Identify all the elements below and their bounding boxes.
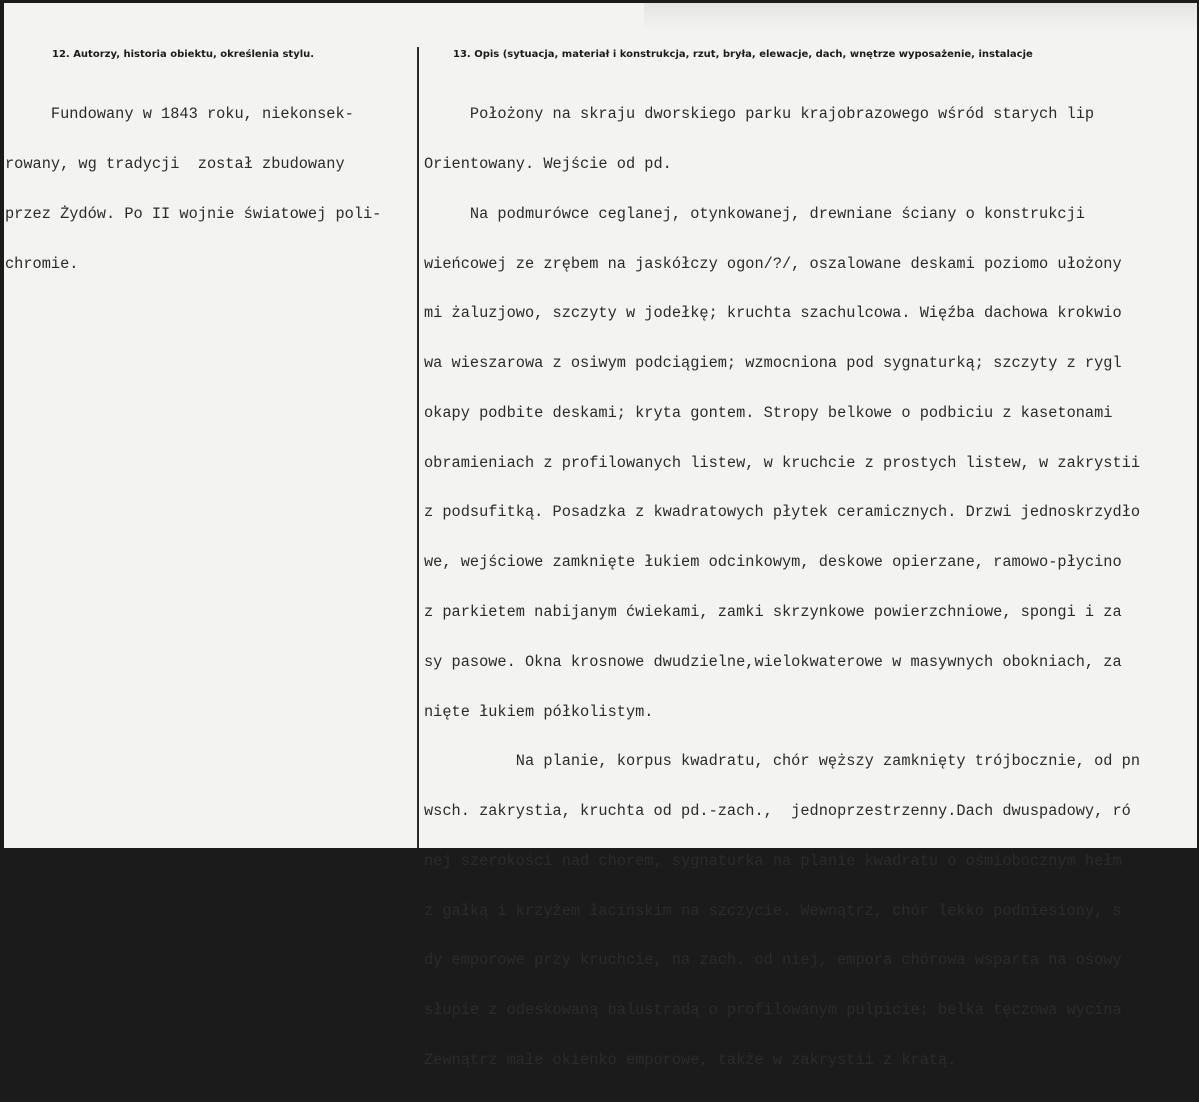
column-divider [417,47,419,848]
section-13-line: okapy podbite deskami; kryta gontem. Stropy belkowe o podbiciu z kasetonami [424,403,1113,422]
section-12-heading: 12. Autorzy, historia obiektu, określenia stylu. [52,49,315,60]
section-13-line: mi żaluzjowo, szczyty w jodełkę; kruchta szachulcowa. Więźba dachowa krokwio [424,304,1122,323]
section-13-line: dy emporowe przy kruchcie, na zach. od niej, empora chórowa wsparta na ośowy [424,951,1122,970]
section-13-line: wieńcowej ze zrębem na jaskółczy ogon/?/, oszalowane deskami poziomo ułożony [424,254,1122,273]
section-13-line: we, wejściowe zamknięte łukiem odcinkowym, deskowe opierzane, ramowo-płycino [424,553,1122,572]
section-13-typed-text [424,73,1197,1102]
section-13-line: z podsufitką. Posadzka z kwadratowych płytek ceramicznych. Drzwi jednoskrzydło [424,503,1141,522]
section-13-line: Położony na skraju dworskiego parku krajobrazowego wśród starych lip [424,105,1095,124]
section-13-line: Zewnątrz małe okienko emporowe, także w zakrystii z kratą. [424,1051,957,1070]
section-13-line: sy pasowe. Okna krosnowe dwudzielne,wielokwaterowe w masywnych obokniach, za [424,652,1122,671]
section-13-line: nej szerokości nad chorem, sygnaturka na planie kwadratu o ośmiobocznym hełm [424,851,1122,870]
section-13-line: z parkietem nabijanym ćwiekami, zamki skrzynkowe powierzchniowe, spongi i za [424,603,1122,621]
form-sheet [4,3,1197,1070]
section-12-line: przez Żydów. Po II wojnie światowej poli- [5,204,382,223]
section-12-line: rowany, wg tradycji został zbudowany [5,154,345,173]
section-13-line: z gałką i krzyżem łacińskim na szczycie. Wewnątrz, chór lekko podniesiony, s [424,901,1122,920]
section-13-line: Na planie, korpus kwadratu, chór węższy zamknięty trójbocznie, od pn [424,752,1141,771]
section-13-heading: 13. Opis (sytuacja, materiał i konstrukcja, rzut, bryła, elewacje, dach, wnętrze wyposażenie, instalacje [453,49,1033,60]
section-13-line: obramieniach z profilowanych listew, w kruchcie z prostych listew, w zakrystii [424,453,1141,472]
show-through-shadow [644,3,1197,33]
section-12-typed-text [5,73,413,305]
section-13-line: Na podmurówce ceglanej, otynkowanej, drewniane ściany o konstrukcji [424,204,1085,223]
section-13-line: wa wieszarowa z osiwym podciągiem; wzmocniona pod sygnaturką; szczyty z rygl [424,354,1122,373]
section-13-line: wsch. zakrystia, kruchta od pd.-zach., jednoprzestrzenny.Dach dwuspadowy, ró [424,802,1131,821]
section-12-line: Fundowany w 1843 roku, niekonsek- [5,105,354,124]
section-13-line: Orientowany. Wejście od pd. [424,154,672,173]
section-13-line: nięte łukiem półkolistym. [424,702,654,721]
section-12-line: chromie. [5,254,79,273]
section-13-line: słupie z odeskowaną balustradą o profilowanym pulpicie; belka tęczowa wycina [424,1001,1122,1020]
